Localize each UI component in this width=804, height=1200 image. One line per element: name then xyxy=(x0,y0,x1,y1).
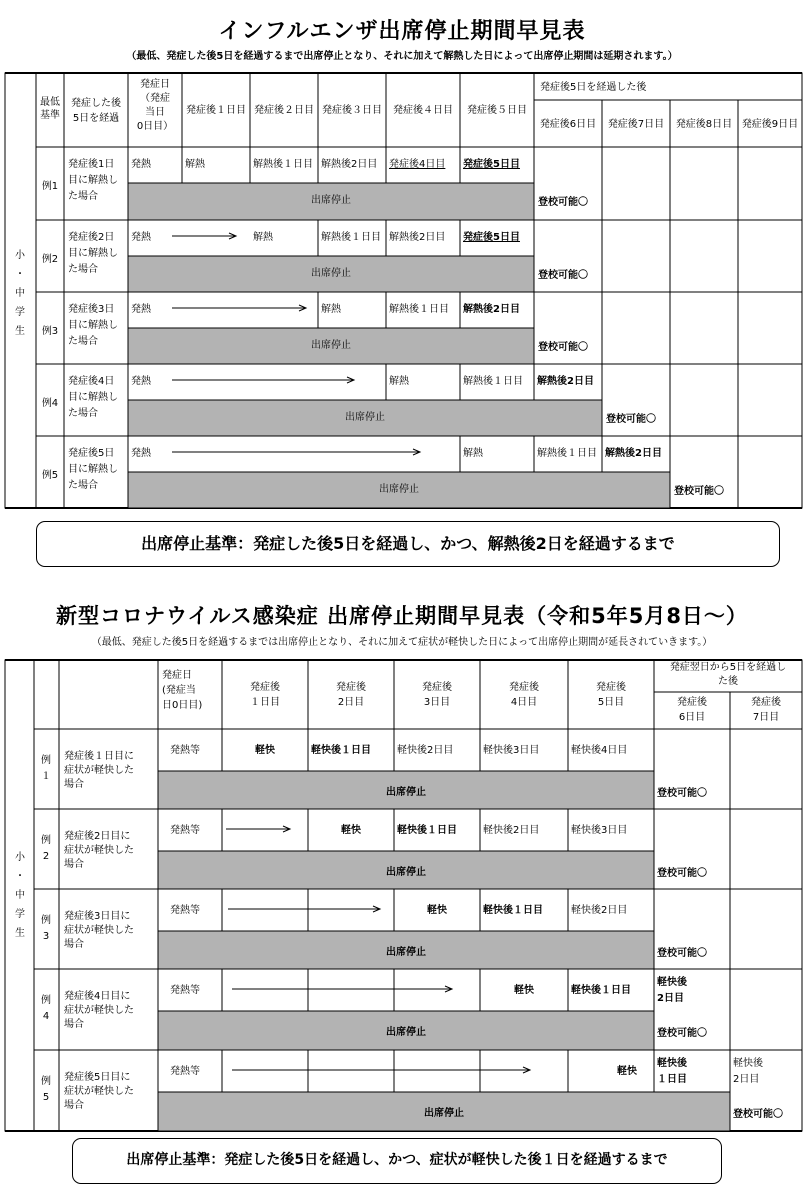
header-later-day: 6日目 xyxy=(678,712,706,723)
cell-text: 発症後4日目 xyxy=(389,159,446,170)
ok-label: 登校可能〇 xyxy=(538,197,588,208)
side-label: 学 xyxy=(15,909,25,920)
cell-text: 発熱 xyxy=(131,304,151,315)
cell-text: 発熱等 xyxy=(170,745,200,756)
cell-text: 軽快後3日目 xyxy=(483,745,540,756)
row-desc: 目に解熱し xyxy=(68,392,118,403)
cell-text: 解熱後2日目 xyxy=(605,448,662,459)
cell-text: １日目 xyxy=(657,1074,687,1085)
header-min-std: 最低 xyxy=(40,97,60,108)
header-day: 発症後５日目 xyxy=(467,105,527,116)
header-day: 発症後 xyxy=(336,682,366,693)
cell-text: 軽快後１日目 xyxy=(571,985,631,996)
stop-label: 出席停止 xyxy=(424,1108,464,1119)
cell-text: 発熱等 xyxy=(170,825,200,836)
header-day: 発症後１日目 xyxy=(186,105,246,116)
ok-label: 登校可能〇 xyxy=(538,270,588,281)
cell-text: 解熱後１日目 xyxy=(253,159,313,170)
header-onset: 0日目） xyxy=(136,121,174,132)
row-desc: 発症後4日 xyxy=(68,376,115,387)
influenza-title: インフルエンザ出席停止期間早見表 xyxy=(218,19,586,44)
covid-subtitle: （最低、発症した後5日を経過するまでは出席停止となり、それに加えて症状が軽快した日によって出席停止期間が延長されていきます。） xyxy=(91,637,713,648)
header-day: 4日目 xyxy=(510,697,538,708)
side-label: ・ xyxy=(15,871,25,882)
side-label: 小 xyxy=(15,852,25,863)
header-onset: 日0日目) xyxy=(162,700,203,711)
ok-label: 登校可能〇 xyxy=(657,788,707,799)
row-label: 例5 xyxy=(41,470,59,481)
row-desc: た場合 xyxy=(68,408,98,419)
row-desc: 場合 xyxy=(64,939,84,950)
row-desc: た場合 xyxy=(68,191,98,202)
influenza-subtitle: （最低、発症した後5日を経過するまで出席停止となり、それに加えて解熱した日によって出席停止期間は延期されます。） xyxy=(126,51,678,62)
cell-text: 解熱後１日目 xyxy=(463,376,523,387)
row-desc: 症状が軽快した xyxy=(64,765,134,776)
ok-label: 登校可能〇 xyxy=(674,486,724,497)
cell-text: 解熱後2日目 xyxy=(321,159,378,170)
header-later-day: 発症後 xyxy=(677,697,707,708)
cell-text: 軽快 xyxy=(427,905,447,916)
header-later-day: 発症後7日目 xyxy=(607,119,665,130)
row-desc: 発症後5日目に xyxy=(64,1072,131,1083)
side-label: 生 xyxy=(15,326,25,337)
row-desc: た場合 xyxy=(68,480,98,491)
stop-label: 出席停止 xyxy=(311,268,351,279)
row-desc: 場合 xyxy=(64,1100,84,1111)
header-later-day: 発症後8日目 xyxy=(675,119,733,130)
row-label: 3 xyxy=(42,931,50,942)
header-day: 発症後４日目 xyxy=(393,105,453,116)
stop-label: 出席停止 xyxy=(386,947,426,958)
cell-text: 解熱後１日目 xyxy=(537,448,597,459)
covid-criteria: 出席停止基準：発症した後5日を経過し、かつ、症状が軽快した後１日を経過するまで xyxy=(72,1138,722,1184)
row-desc: 目に解熱し xyxy=(68,175,118,186)
stop-label: 出席停止 xyxy=(379,484,419,495)
row-desc: 症状が軽快した xyxy=(64,925,134,936)
cell-text: 発熱 xyxy=(131,376,151,387)
header-onset: 当日 xyxy=(145,107,165,118)
header-day: 発症後 xyxy=(509,682,539,693)
stop-label: 出席停止 xyxy=(345,412,385,423)
cell-text: 発熱 xyxy=(131,448,151,459)
row-label: 例 xyxy=(41,835,51,846)
row-desc: 発症後2日目に xyxy=(64,831,131,842)
stop-label: 出席停止 xyxy=(311,340,351,351)
ok-label: 登校可能〇 xyxy=(733,1109,783,1120)
cell-text: 軽快 xyxy=(617,1066,637,1077)
stop-label: 出席停止 xyxy=(386,1027,426,1038)
header-after-group: た後 xyxy=(718,676,738,687)
side-label: 小 xyxy=(15,250,25,261)
header-later-day: 発症後6日目 xyxy=(539,119,597,130)
row-desc: 発症後3日 xyxy=(68,304,115,315)
cell-text: 解熱後2日目 xyxy=(463,304,520,315)
header-day: 2日目 xyxy=(337,697,365,708)
header-after5: 発症した後 xyxy=(71,98,121,109)
cell-text: 解熱 xyxy=(463,448,483,459)
header-day: 発症後 xyxy=(422,682,452,693)
cell-text: 発熱等 xyxy=(170,985,200,996)
row-desc: 発症後5日 xyxy=(68,448,115,459)
cell-text: 解熱 xyxy=(185,159,205,170)
row-label: 例3 xyxy=(41,326,59,337)
row-desc: 発症後2日 xyxy=(68,232,115,243)
header-later-day: 7日目 xyxy=(752,712,780,723)
header-later-day: 発症後 xyxy=(751,697,781,708)
row-desc: 発症後4日目に xyxy=(64,991,131,1002)
header-day: 発症後３日目 xyxy=(322,105,382,116)
header-onset: 発症日 xyxy=(162,670,192,681)
cell-text: 解熱後2日目 xyxy=(537,376,594,387)
row-label: 2 xyxy=(42,851,50,862)
row-desc: 場合 xyxy=(64,859,84,870)
influenza-criteria: 出席停止基準：発症した後5日を経過し、かつ、解熱後2日を経過するまで xyxy=(36,521,780,567)
row-label: 例 xyxy=(41,1076,51,1087)
row-desc: 発症後１日目に xyxy=(64,751,134,762)
row-label: 例4 xyxy=(41,398,59,409)
covid-title: 新型コロナウイルス感染症 出席停止期間早見表（令和5年5月8日～） xyxy=(56,604,748,628)
row-label: 例 xyxy=(41,995,51,1006)
header-day: 発症後 xyxy=(596,682,626,693)
cell-text: 軽快 xyxy=(514,985,534,996)
cell-text: 発熱 xyxy=(131,159,151,170)
row-desc: 発症後3日目に xyxy=(64,911,131,922)
cell-text: 軽快後１日目 xyxy=(483,905,543,916)
cell-text: 軽快後１日目 xyxy=(397,825,457,836)
cell-text: 解熱 xyxy=(253,232,273,243)
header-after-group: 発症翌日から5日を経過し xyxy=(669,662,787,673)
header-day: 5日目 xyxy=(597,697,625,708)
header-min-std: 基準 xyxy=(40,110,60,121)
row-desc: た場合 xyxy=(68,336,98,347)
cell-text: 軽快後１日目 xyxy=(311,745,371,756)
cell-text: 解熱後１日目 xyxy=(389,304,449,315)
stop-label: 出席停止 xyxy=(311,195,351,206)
side-label: ・ xyxy=(15,269,25,280)
cell-text: 軽快後2日目 xyxy=(397,745,454,756)
row-desc: 症状が軽快した xyxy=(64,1086,134,1097)
ok-label: 登校可能〇 xyxy=(657,948,707,959)
ok-label: 登校可能〇 xyxy=(657,1028,707,1039)
ok-label: 登校可能〇 xyxy=(538,342,588,353)
header-day: 発症後 xyxy=(250,682,280,693)
side-label: 生 xyxy=(15,928,25,939)
header-onset: 発症日 xyxy=(140,79,170,90)
cell-text: 軽快 xyxy=(341,825,361,836)
header-after5: 5日を経過 xyxy=(72,113,120,124)
cell-text: 2日目 xyxy=(733,1074,760,1085)
side-label: 中 xyxy=(15,288,25,299)
stop-label: 出席停止 xyxy=(386,867,426,878)
header-day: 発症後２日目 xyxy=(254,105,314,116)
row-desc: 目に解熱し xyxy=(68,464,118,475)
cell-text: 軽快後4日目 xyxy=(571,745,628,756)
row-label: 例2 xyxy=(41,254,59,265)
row-label: 5 xyxy=(42,1092,50,1103)
cell-text: 解熱 xyxy=(321,304,341,315)
cell-text: 2日目 xyxy=(657,993,684,1004)
cell-text: 軽快後2日目 xyxy=(483,825,540,836)
cell-text: 軽快後2日目 xyxy=(571,905,628,916)
row-desc: 症状が軽快した xyxy=(64,1005,134,1016)
side-label: 学 xyxy=(15,307,25,318)
cell-text: 軽快後3日目 xyxy=(571,825,628,836)
row-label: １ xyxy=(41,771,51,782)
row-label: 例 xyxy=(41,915,51,926)
row-desc: た場合 xyxy=(68,264,98,275)
row-desc: 目に解熱し xyxy=(68,320,118,331)
cell-text: 軽快後 xyxy=(657,977,687,988)
cell-text: 解熱後2日目 xyxy=(389,232,446,243)
row-label: 4 xyxy=(42,1011,50,1022)
row-desc: 目に解熱し xyxy=(68,248,118,259)
cell-text: 発熱等 xyxy=(170,1066,200,1077)
ok-label: 登校可能〇 xyxy=(657,868,707,879)
cell-text: 軽快後 xyxy=(657,1058,687,1069)
row-label: 例1 xyxy=(41,181,59,192)
cell-text: 発熱等 xyxy=(170,905,200,916)
row-desc: 場合 xyxy=(64,1019,84,1030)
cell-text: 解熱 xyxy=(389,376,409,387)
header-onset: （発症 xyxy=(140,93,170,104)
cell-text: 軽快後 xyxy=(733,1058,763,1069)
header-onset: (発症当 xyxy=(162,685,196,696)
header-later-day: 発症後9日目 xyxy=(741,119,799,130)
header-day: １日目 xyxy=(250,697,280,708)
cell-text: 発熱 xyxy=(131,232,151,243)
row-desc: 発症後1日 xyxy=(68,159,115,170)
header-day: 3日目 xyxy=(423,697,451,708)
row-desc: 症状が軽快した xyxy=(64,845,134,856)
side-label: 中 xyxy=(15,890,25,901)
ok-label: 登校可能〇 xyxy=(606,414,656,425)
row-label: 例 xyxy=(41,755,51,766)
cell-text: 発症後5日目 xyxy=(463,232,520,243)
cell-text: 発症後5日目 xyxy=(463,159,520,170)
row-desc: 場合 xyxy=(64,779,84,790)
header-after-group: 発症後5日を経過した後 xyxy=(540,82,647,93)
stop-label: 出席停止 xyxy=(386,787,426,798)
cell-text: 軽快 xyxy=(255,745,275,756)
cell-text: 解熱後１日目 xyxy=(321,232,381,243)
